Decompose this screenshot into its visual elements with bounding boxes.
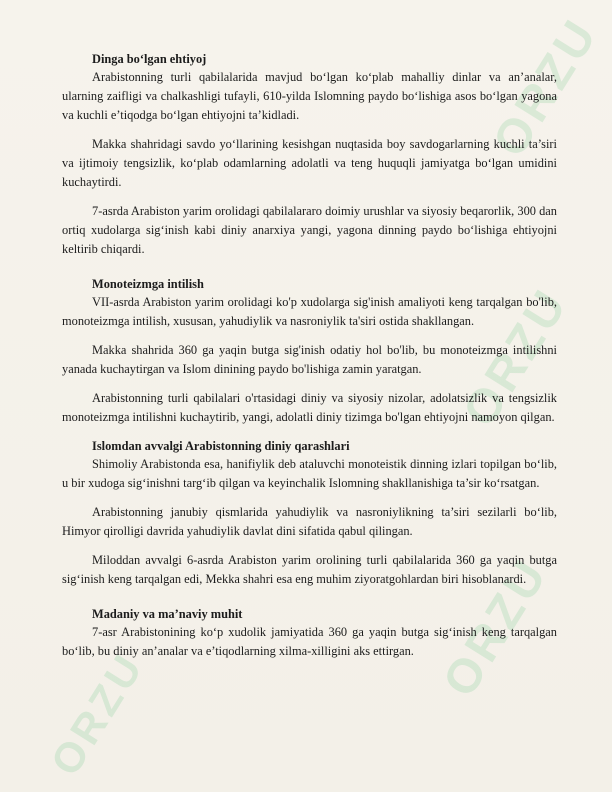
section-heading: Madaniy va ma’naviy muhit bbox=[92, 607, 243, 621]
watermark: ORZU bbox=[41, 644, 153, 784]
section-monotheism bbox=[62, 275, 557, 427]
paragraph: Makka shahrida 360 ga yaqin butga sig'inish odatiy hol bo'lib, bu monoteizmga intilishni yanada kuchaytirgan va Islom dinining paydo bo'lishiga zamin yaratgan. bbox=[62, 343, 557, 376]
paragraph: Shimoliy Arabistonda esa, hanifiylik deb ataluvchi monoteistik dinning izlari topilgan boʻlib, u bir xudoga sigʻinishni targʻib qilgan va keyinchalik Islomning shakllanishiga ta’sir koʻrsatgan. bbox=[62, 457, 557, 490]
paragraph: 7-asrda Arabiston yarim orolidagi qabilalararo doimiy urushlar va siyosiy beqarorlik, 300 dan ortiq xudolarga sigʻinish kabi diniy anarxiya yangi, yagona dinning paydo boʻlishiga ehtiyojni keltirib chiqardi. bbox=[62, 204, 557, 256]
section-pre-islamic-views bbox=[62, 437, 557, 589]
paragraph: 7-asr Arabistonining koʻp xudolik jamiyatida 360 ga yaqin butga sigʻinish keng tarqalgan boʻlib, bu diniy an’analar va e’tiqodlarning xilma-xilligini aks ettirgan. bbox=[62, 625, 557, 658]
section-heading: Islomdan avvalgi Arabistonning diniy qarashlari bbox=[92, 439, 350, 453]
paragraph: Makka shahridagi savdo yoʻllarining kesishgan nuqtasida boy savdogarlarning kuchli ta’siri va ijtimoiy tengsizlik, koʻplab odamlarning adolatli va teng huquqli jamiyatga boʻlgan umidini kuchaytirdi. bbox=[62, 137, 557, 189]
paragraph: Arabistonning turli qabilalari o'rtasidagi diniy va siyosiy nizolar, adolatsizlik va tengsizlik monoteizmga intilishni kuchaytirib, yangi, adolatli diniy tizimga bo'lgan ehtiyojni namoyon qilgan. bbox=[62, 391, 557, 424]
watermark: ORZU bbox=[433, 549, 559, 706]
section-religious-need bbox=[62, 50, 557, 259]
watermark: ORZU bbox=[453, 279, 579, 436]
paragraph: Arabistonning turli qabilalarida mavjud boʻlgan koʻplab mahalliy dinlar va an’analar, ularning zaifligi va chalkashligi tufayli, 610-yilda Islomning paydo boʻlishiga asos boʻlgan yagona va kuchli e’tiqodga boʻlgan ehtiyojni ta’kidladi. bbox=[62, 70, 557, 122]
document-body bbox=[62, 50, 557, 661]
section-heading: Dinga boʻlgan ehtiyoj bbox=[92, 52, 207, 66]
watermark: ORZU bbox=[483, 9, 609, 166]
section-cultural-environment bbox=[62, 605, 557, 661]
paragraph: Arabistonning janubiy qismlarida yahudiylik va nasroniylikning ta’siri sezilarli boʻlib, Himyor qirolligi davrida yahudiylik davlat dini sifatida qabul qilingan. bbox=[62, 505, 557, 538]
section-heading: Monoteizmga intilish bbox=[92, 277, 204, 291]
paragraph: VII-asrda Arabiston yarim orolidagi ko'p xudolarga sig'inish amaliyoti keng tarqalgan bo'lib, monoteizmga intilish, xususan, yahudiylik va nasroniylik ta'siri ostida shakllangan. bbox=[62, 295, 557, 328]
paragraph: Miloddan avvalgi 6-asrda Arabiston yarim orolining turli qabilalarida 360 ga yaqin butga sigʻinish keng tarqalgan edi, Mekka shahri esa eng muhim ziyoratgohlardan biri hisoblanardi. bbox=[62, 553, 557, 586]
